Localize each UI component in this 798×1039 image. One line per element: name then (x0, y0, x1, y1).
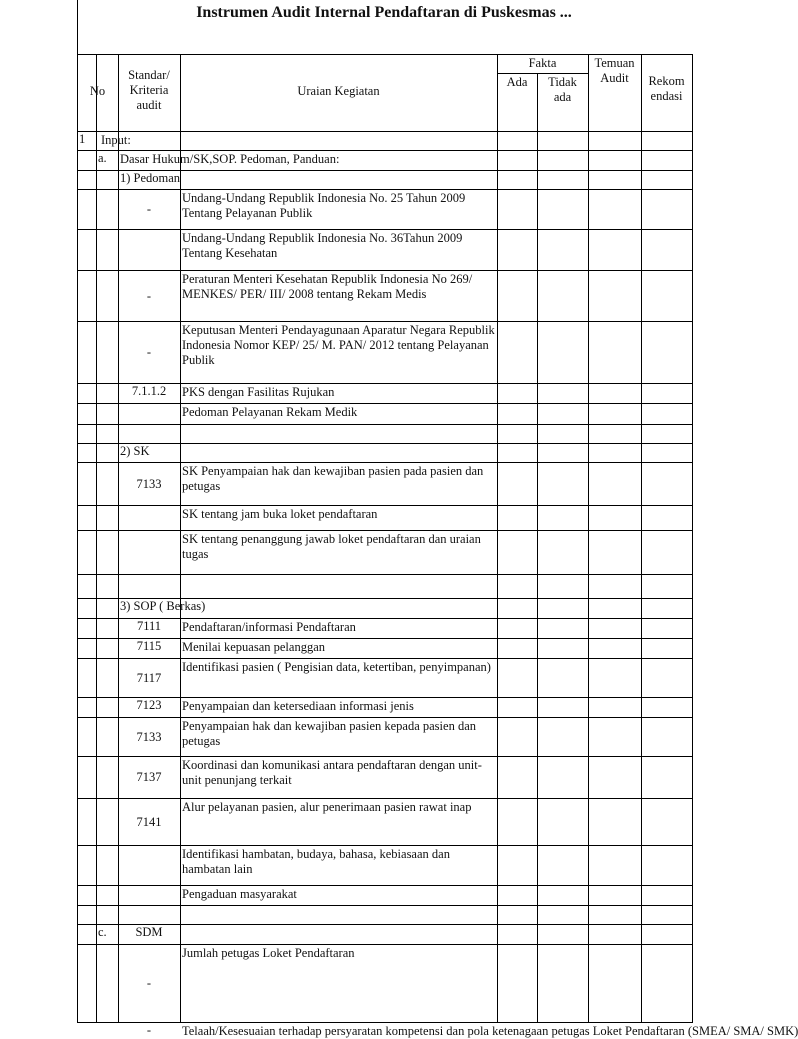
row-uraian: SK Penyampaian hak dan kewajiban pasien pada pasien dan petugas (182, 464, 484, 493)
row-border (77, 131, 693, 132)
row-border (77, 845, 693, 846)
row-standar: - (146, 288, 152, 303)
row-border (77, 756, 693, 757)
row-uraian: SK tentang jam buka loket pendaftaran (182, 507, 378, 521)
fakta-subheader-border (497, 73, 588, 74)
column-border (497, 54, 498, 1023)
row-border (77, 885, 693, 886)
document-title: Instrumen Audit Internal Pendaftaran di Puskesmas ... (196, 4, 572, 21)
row-uraian: Keputusan Menteri Pendayagunaan Aparatur Negara Republik Indonesia Nomor KEP/ 25/ M. PAN/ 2012 tentang Pelayanan Publik (182, 323, 495, 367)
row-letter: a. (98, 151, 107, 165)
row-standar: 7133 (136, 729, 162, 744)
row-standar: 7123 (136, 698, 162, 712)
row-uraian: Koordinasi dan komunikasi antara pendaftaran dengan unit-unit penunjang terkait (182, 758, 482, 787)
row-letter: c. (98, 925, 107, 939)
row-border (77, 229, 693, 230)
column-border (96, 54, 97, 1023)
header-ada: Ada (506, 75, 528, 89)
row-uraian: Pendaftaran/informasi Pendaftaran (182, 620, 356, 634)
row-uraian: Identifikasi hambatan, budaya, bahasa, kebiasaan dan hambatan lain (182, 847, 450, 876)
column-border (77, 54, 78, 1023)
row-standar: - (146, 345, 152, 359)
column-border (118, 54, 119, 1023)
row-border (77, 270, 693, 271)
header-uraian: Uraian Kegiatan (297, 84, 380, 98)
row-border (77, 54, 693, 55)
row-uraian: SK tentang penanggung jawab loket pendaftaran dan uraian tugas (182, 532, 481, 561)
row-uraian: Identifikasi pasien ( Pengisian data, ketertiban, penyimpanan) (182, 660, 491, 674)
row-uraian: Telaah/Kesesuaian terhadap persyaratan kompetensi dan pola ketenagaan petugas Loket Pendaftaran (SMEA/ SMA/ SMK) (182, 1024, 798, 1038)
row-standar: 7117 (136, 670, 162, 685)
row-border (77, 905, 693, 906)
header-temuan: Temuan Audit (594, 56, 635, 85)
row-standar: - (146, 976, 152, 990)
row-standar: 3) SOP ( Berkas) (120, 599, 206, 613)
row-uraian: Alur pelayanan pasien, alur penerimaan pasien rawat inap (182, 800, 472, 814)
column-border (537, 73, 538, 1022)
row-border (77, 944, 693, 945)
row-border (77, 717, 693, 718)
row-standar: 2) SK (120, 444, 150, 458)
row-standar: - (146, 1023, 152, 1037)
header-standar: Standar/ Kriteria audit (128, 68, 170, 112)
row-border (77, 189, 693, 190)
row-standar: SDM (135, 925, 163, 939)
row-standar: 7137 (136, 770, 162, 784)
row-border (77, 530, 693, 531)
row-uraian: Undang-Undang Republik Indonesia No. 36Tahun 2009 Tentang Kesehatan (182, 231, 463, 260)
row-border (77, 424, 693, 425)
column-border (180, 54, 181, 1023)
column-border (692, 54, 693, 1023)
row-standar: 7.1.1.2 (131, 384, 167, 398)
row-uraian: PKS dengan Fasilitas Rujukan (182, 385, 335, 399)
row-uraian: Penyampaian hak dan kewajiban pasien kepada pasien dan petugas (182, 719, 476, 748)
row-standar: 7111 (136, 619, 162, 633)
row-border (77, 798, 693, 799)
row-uraian: Pedoman Pelayanan Rekam Medik (182, 405, 358, 419)
header-rekomendasi: Rekom endasi (648, 74, 685, 103)
header-no: No (89, 84, 106, 98)
row-uraian: Penyampaian dan ketersediaan informasi jenis (182, 699, 414, 713)
row-uraian: Peraturan Menteri Kesehatan Republik Indonesia No 269/ MENKES/ PER/ III/ 2008 tentang Rekam Medis (182, 272, 473, 301)
row-standar: - (146, 202, 152, 216)
row-border (77, 321, 693, 322)
row-border (77, 403, 693, 404)
row-uraian: Dasar Hukum/SK,SOP. Pedoman, Panduan: (120, 152, 340, 166)
row-uraian: Jumlah petugas Loket Pendaftaran (182, 946, 355, 960)
header-tidak-ada: Tidak ada (548, 75, 577, 104)
row-number: 1 (79, 132, 86, 146)
row-border (77, 574, 693, 575)
column-border (641, 54, 642, 1023)
row-uraian: Menilai kepuasan pelanggan (182, 640, 326, 654)
row-border (77, 658, 693, 659)
row-uraian: Undang-Undang Republik Indonesia No. 25 Tahun 2009 Tentang Pelayanan Publik (182, 191, 466, 220)
row-border (77, 505, 693, 506)
row-standar: 7115 (136, 639, 162, 653)
row-uraian: Pengaduan masyarakat (182, 887, 297, 901)
row-standar: 7141 (136, 814, 162, 829)
header-fakta: Fakta (528, 56, 557, 70)
row-border (77, 150, 693, 151)
column-border (588, 54, 589, 1023)
row-standar: 1) Pedoman (120, 171, 181, 185)
row-border (77, 462, 693, 463)
row-uraian: Input: (101, 133, 131, 147)
row-standar: 7133 (136, 476, 162, 491)
